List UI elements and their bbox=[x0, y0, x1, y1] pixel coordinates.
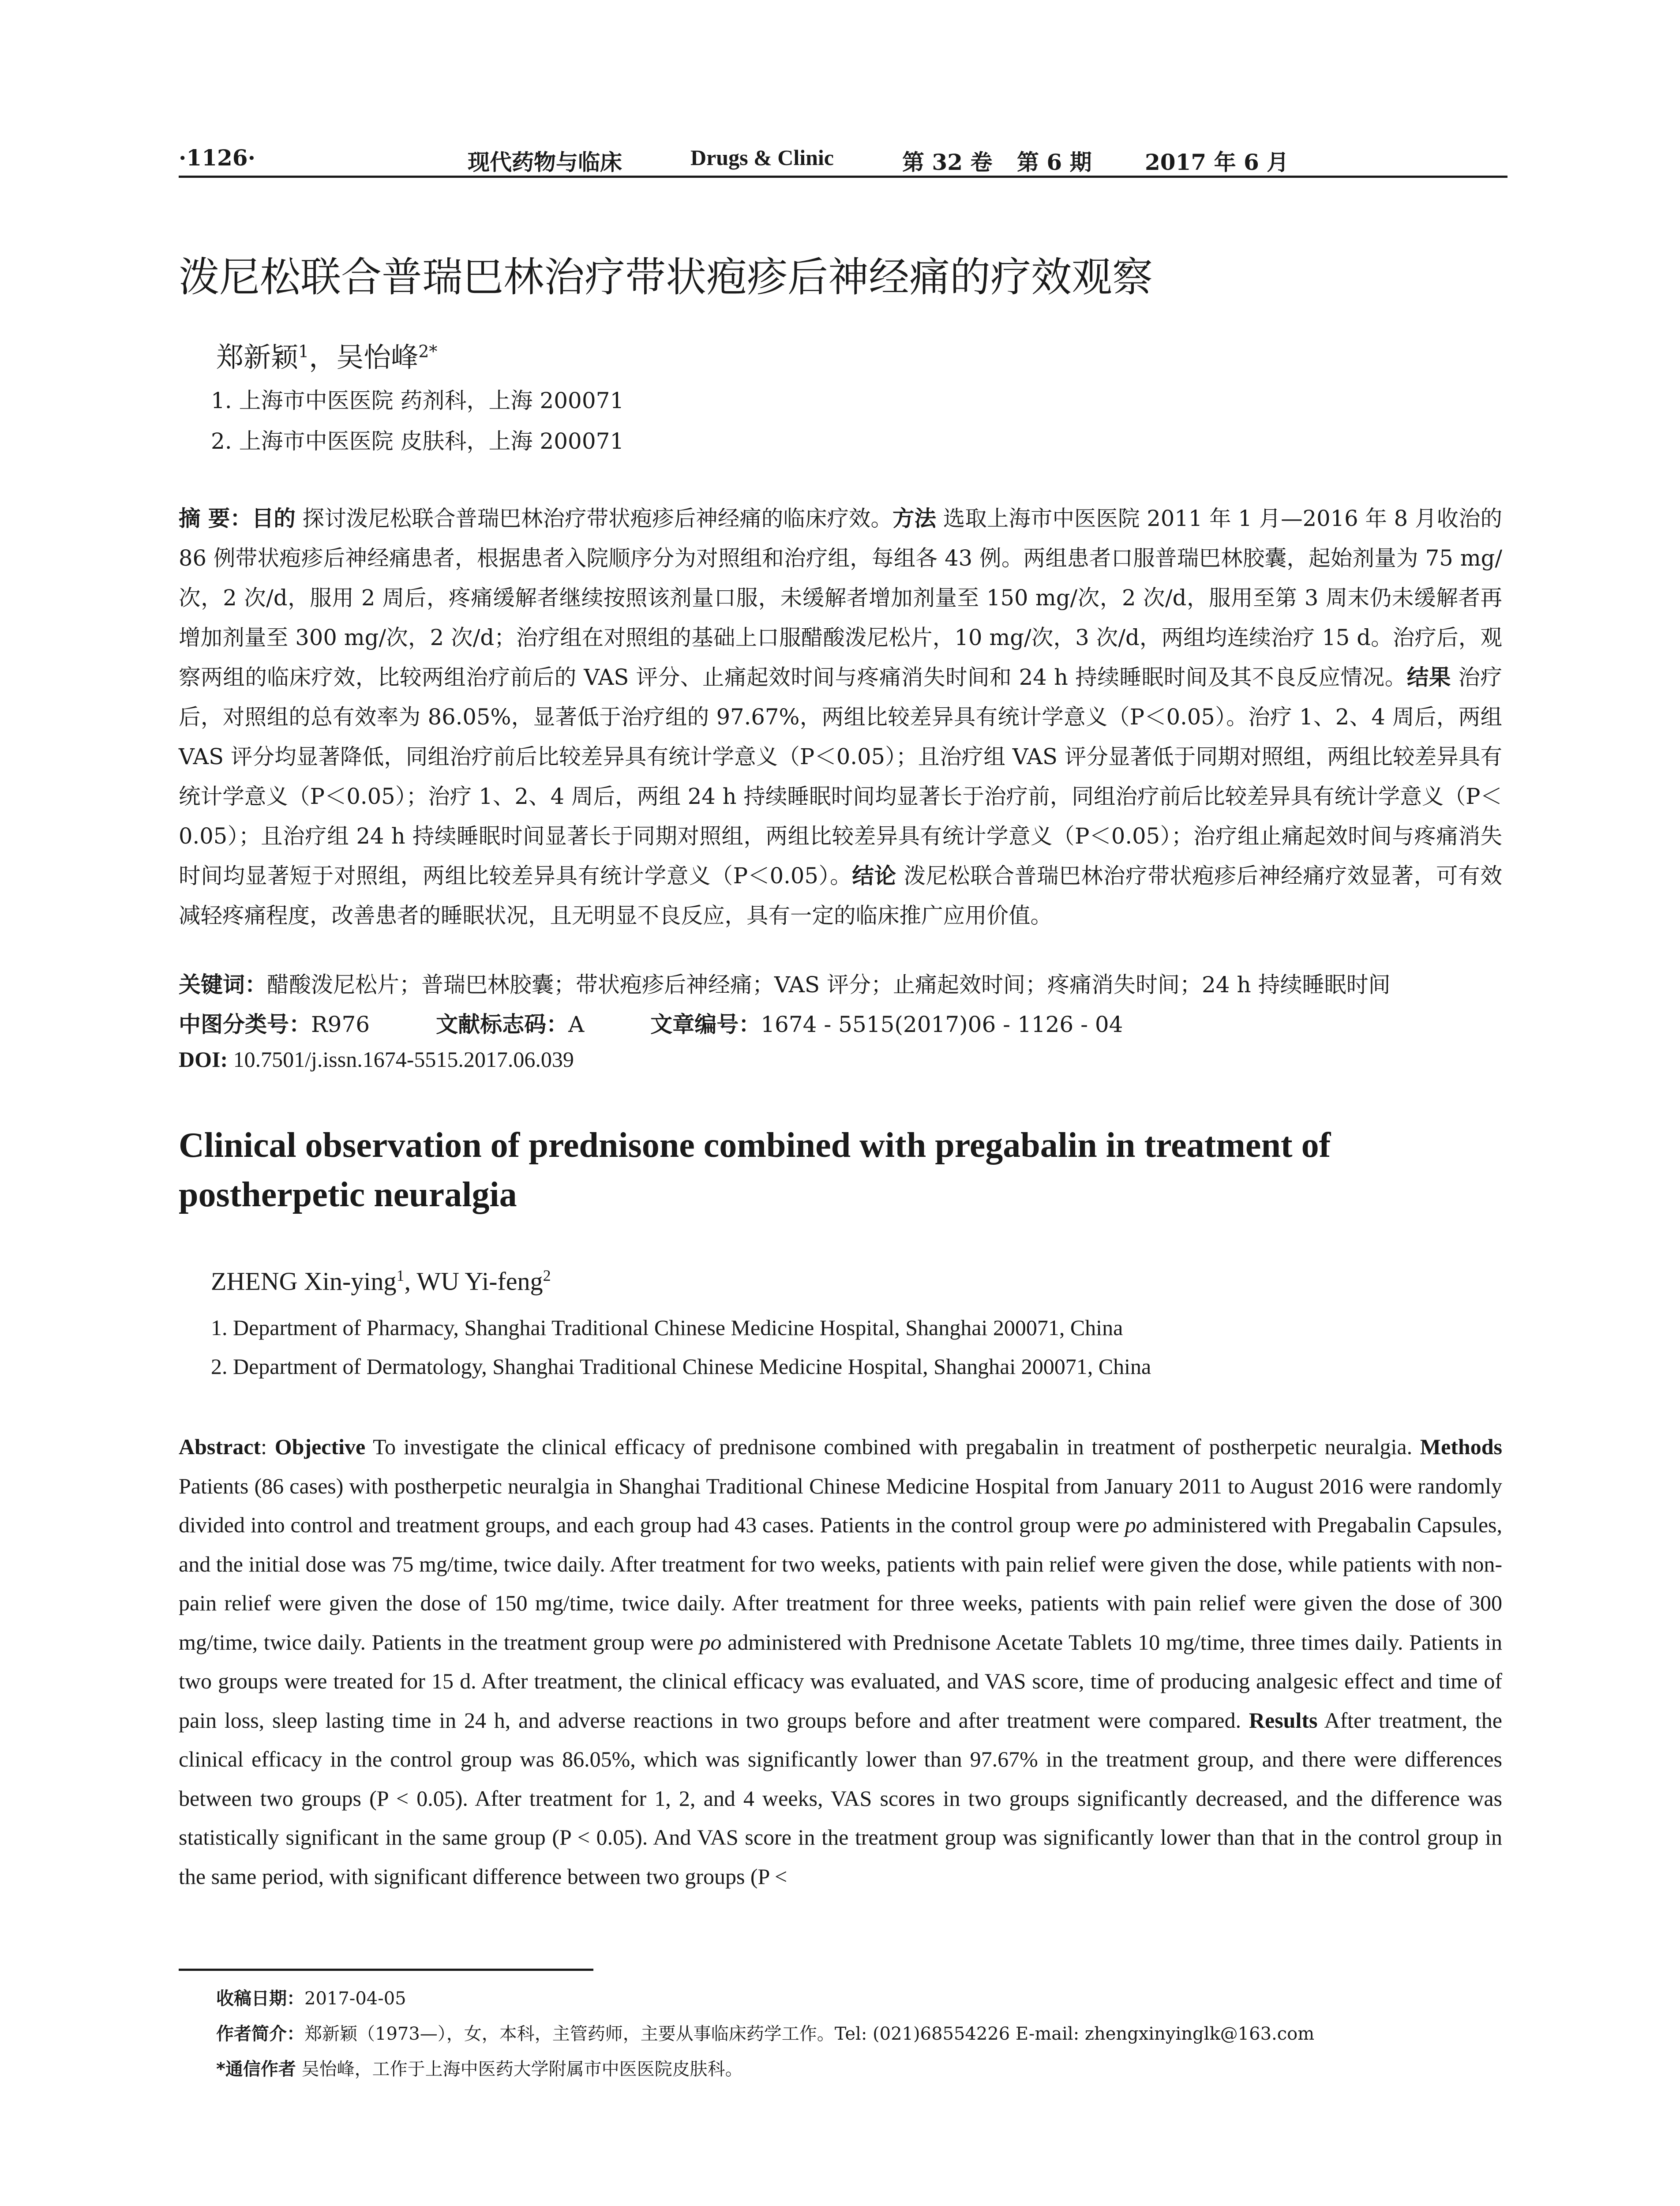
doi-line bbox=[179, 1047, 574, 1072]
affiliation-cn-1: 1. 上海市中医医院 药剂科，上海 200071 bbox=[211, 388, 624, 413]
author-2-en-sup: 2 bbox=[543, 1267, 551, 1284]
author-1-en: ZHENG Xin-ying bbox=[211, 1267, 397, 1296]
objective-text-en: To investigate the clinical efficacy of prednisone combined with pregabalin in treatment of postherpetic neuralgia. bbox=[365, 1434, 1420, 1459]
received-label: 收稿日期： bbox=[216, 1988, 304, 2009]
journal-name-cn: 现代药物与临床 bbox=[468, 150, 622, 175]
author-2-cn: 吴怡峰 bbox=[336, 341, 419, 373]
results-label-cn: 结果 bbox=[1406, 664, 1451, 690]
conclusion-text-cn: 泼尼松联合普瑞巴林治疗带状疱疹后神经痛疗效显著，可有效减轻疼痛程度，改善患者的睡眠状况，且无明显不良反应，具有一定的临床推广应用价值。 bbox=[179, 863, 1503, 928]
author-2-en: WU Yi-feng bbox=[416, 1267, 543, 1296]
corresponding-text: 吴怡峰，工作于上海中医药大学附属市中医医院皮肤科。 bbox=[296, 2059, 743, 2079]
methods-text-cn: 选取上海市中医医院 2011 年 1 月—2016 年 8 月收治的 86 例带状疱疹后神经痛患者，根据患者入院顺序分为对照组和治疗组，每组各 43 例。两组患者口服普瑞巴林胶囊，起始剂量为 75 mg/次，2 次/d，服用 2 周后，疼痛缓解者继续按照该剂量口服，未缓解者增加剂量至 150 mg/次，2 次/d，服用至第 3 周末仍未缓解者再增加剂量至 300 mg/次，2 次/d；治疗组在对照组的基础上口服醋酸泼尼松片，10 mg/次，3 次/d，两组均连续治疗 15 d。治疗后，观察两组的临床疗效，比较两组治疗前后的 VAS 评分、止痛起效时间与疼痛消失时间和 24 h 持续睡眠时间及其不良反应情况。 bbox=[179, 506, 1503, 690]
affiliation-en-2: 2. Department of Dermatology, Shanghai Traditional Chinese Medicine Hospital, Shanghai 200071, China bbox=[211, 1354, 1151, 1379]
journal-name-en: Drugs & Clinic bbox=[690, 145, 834, 170]
author-separator: ， bbox=[309, 341, 337, 373]
clc-value: R976 bbox=[311, 1012, 370, 1037]
conclusion-label-cn: 结论 bbox=[852, 863, 896, 889]
footnote-author-bio bbox=[216, 2020, 1314, 2045]
volume: 第 32 卷 bbox=[902, 149, 993, 175]
author-1-en-sup: 1 bbox=[396, 1267, 405, 1284]
corresponding-label: *通信作者 bbox=[216, 2059, 296, 2079]
author-1-sup: 1 bbox=[298, 341, 309, 361]
methods-text-en-a: Patients (86 cases) with postherpetic neuralgia in Shanghai Traditional Chinese Medicine Hospital from January 2011 to August 2016 were randomly divided into control and treatment groups, and each group had 43 cases. Patients in the control group were bbox=[179, 1473, 1502, 1537]
title-en: Clinical observation of prednisone combined with pregabalin in treatment of postherpetic neuralgia bbox=[179, 1126, 1331, 1214]
issue: 第 6 期 bbox=[1017, 149, 1092, 175]
clc-label: 中图分类号： bbox=[179, 1012, 311, 1037]
title-cn: 泼尼松联合普瑞巴林治疗带状疱疹后神经痛的疗效观察 bbox=[179, 254, 1153, 301]
bio-text: 郑新颖（1973—），女，本科，主管药师，主要从事临床药学工作。Tel: (021)68554226 E-mail: zhengxinyinglk@163.com bbox=[304, 2024, 1315, 2044]
article-no-value: 1674 - 5515(2017)06 - 1126 - 04 bbox=[761, 1012, 1123, 1037]
abstract-en-colon: : bbox=[261, 1434, 275, 1459]
affiliation-cn-2: 2. 上海市中医医院 皮肤科，上海 200071 bbox=[211, 428, 624, 454]
running-header bbox=[179, 140, 1508, 178]
authors-en bbox=[211, 1266, 551, 1296]
methods-label-cn: 方法 bbox=[892, 506, 937, 531]
footnote-received bbox=[216, 1985, 406, 2010]
article-no-label: 文章编号： bbox=[650, 1012, 761, 1037]
objective-label-en: Objective bbox=[274, 1434, 366, 1459]
footnote-corresponding bbox=[216, 2055, 743, 2080]
abstract-en bbox=[179, 1427, 1502, 1896]
doc-code-value: A bbox=[568, 1012, 585, 1037]
keywords-cn bbox=[179, 967, 1391, 999]
doi-label: DOI: bbox=[179, 1047, 233, 1072]
abstract-cn bbox=[179, 499, 1502, 935]
objective-text-cn: 探讨泼尼松联合普瑞巴林治疗带状疱疹后神经痛的临床疗效。 bbox=[295, 506, 892, 531]
results-text-en: After treatment, the clinical efficacy in the control group was 86.05%, which was significantly lower than 97.67% in the treatment group, and there were differences between two groups (P < 0.05). After treatment for 1, 2, and 4 weeks, VAS scores in two groups significantly decreased, and the difference was statistically significant in the same group (P < 0.05). And VAS score in the treatment group was significantly lower than that in the control group in the same period, with significant difference between two groups (P < bbox=[179, 1707, 1502, 1889]
affiliation-en-1: 1. Department of Pharmacy, Shanghai Traditional Chinese Medicine Hospital, Shanghai 200071, China bbox=[211, 1315, 1123, 1340]
authors-cn bbox=[216, 335, 437, 375]
abstract-cn-label: 摘 要： bbox=[179, 506, 252, 531]
po-italic-2: po bbox=[699, 1629, 722, 1654]
methods-text-en-c: administered with Prednisone Acetate Tablets 10 mg/time, three times daily. Patients in two groups were treated for 15 d. After treatment, the clinical efficacy was evaluated, and VAS score, time of producing analgesic effect and time of pain loss, sleep lasting time in 24 h, and adverse reactions in two groups before and after treatment were compared. bbox=[179, 1629, 1503, 1733]
objective-label-cn: 目的 bbox=[251, 506, 296, 531]
received-date: 2017-04-05 bbox=[304, 1988, 406, 2009]
methods-text-en-b: administered with Pregabalin Capsules, and the initial dose was 75 mg/time, twice daily. After treatment for two weeks, patients with pain relief were given the dose, while patients with non-pain relief were given the dose of 150 mg/time, twice daily. After treatment for three weeks, patients with pain relief were given the dose of 300 mg/time, twice daily. Patients in the treatment group were bbox=[179, 1512, 1502, 1654]
classification-line bbox=[179, 1007, 1123, 1039]
keywords-label: 关键词： bbox=[179, 972, 267, 998]
author-separator-en: , bbox=[404, 1267, 417, 1296]
author-2-sup: 2* bbox=[418, 341, 438, 361]
po-italic-1: po bbox=[1125, 1512, 1147, 1537]
results-text-cn: 治疗后，对照组的总有效率为 86.05%，显著低于治疗组的 97.67%，两组比较差异具有统计学意义（P＜0.05）。治疗 1、2、4 周后，两组 VAS 评分均显著降低，同组治疗前后比较差异具有统计学意义（P＜0.05）；且治疗组 VAS 评分显著低于同期对照组，两组比较差异具有统计学意义（P＜0.05）；治疗 1、2、4 周后，两组 24 h 持续睡眠时间均显著长于治疗前，同组治疗前后比较差异具有统计学意义（P＜0.05）；且治疗组 24 h 持续睡眠时间显著长于同期对照组，两组比较差异具有统计学意义（P＜0.05）；治疗组止痛起效时间与疼痛消失时间均显著短于对照组，两组比较差异具有统计学意义（P＜0.05）。 bbox=[179, 664, 1502, 889]
footnote-divider bbox=[179, 1969, 593, 1971]
keywords-text: 醋酸泼尼松片；普瑞巴林胶囊；带状疱疹后神经痛；VAS 评分；止痛起效时间；疼痛消失时间；24 h 持续睡眠时间 bbox=[267, 972, 1391, 998]
doi-value[interactable]: 10.7501/j.issn.1674-5515.2017.06.039 bbox=[233, 1047, 574, 1072]
bio-label: 作者简介： bbox=[216, 2024, 304, 2044]
author-1-cn: 郑新颖 bbox=[216, 341, 299, 373]
page-number: ·1126· bbox=[179, 145, 255, 171]
doc-code-label: 文献标志码： bbox=[436, 1012, 569, 1037]
abstract-en-label: Abstract bbox=[179, 1434, 261, 1459]
publication-date: 2017 年 6 月 bbox=[1145, 149, 1289, 175]
results-label-en: Results bbox=[1249, 1707, 1318, 1733]
methods-label-en: Methods bbox=[1420, 1434, 1502, 1459]
